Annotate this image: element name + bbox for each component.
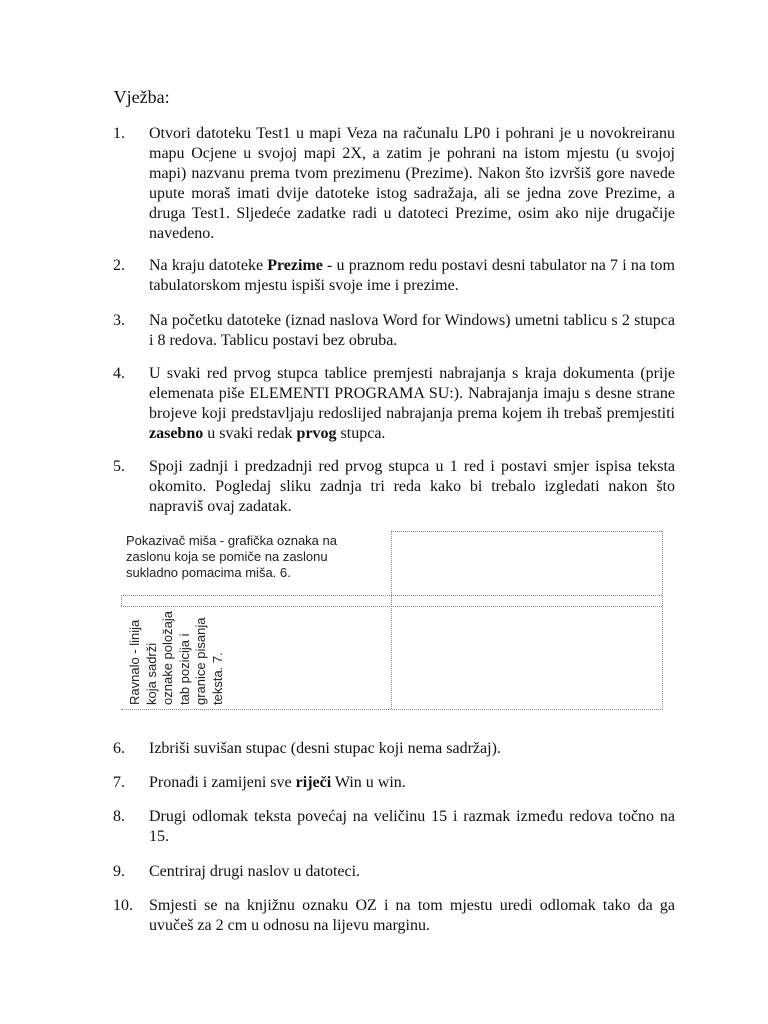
text-run: Izbriši suvišan stupac (desni stupac koji nema sadržaj).: [149, 740, 501, 757]
item-text: [149, 124, 675, 244]
item-number: 10.: [113, 897, 133, 914]
vertical-line: oznake položaja: [160, 611, 175, 705]
text-run: Win u win.: [331, 774, 406, 791]
bold-text: riječi: [295, 774, 332, 791]
text-run: Na kraju datoteke: [149, 257, 268, 274]
vertical-line: Ravnalo - linija: [127, 619, 142, 705]
table-cell-vertical: [127, 609, 239, 705]
example-table-figure: [121, 531, 663, 710]
list-item: [113, 896, 675, 936]
text-run: Spoji zadnji i predzadnji red prvog stupca u 1 red i postavi smjer ispisa teksta okomito. Pogledaj sliku zadnja tri reda kako bi trebalo izgledati nakon što napraviš ovaj zadatak.: [149, 458, 675, 515]
vertical-line: granice pisanja: [193, 617, 208, 705]
item-number: 5.: [113, 458, 125, 475]
bold-text: zasebno: [149, 425, 204, 442]
item-text: [149, 256, 675, 296]
exercise-title: Vježba:: [102, 87, 158, 107]
vertical-line: tab pozicija i: [176, 633, 192, 705]
item-number: 8.: [113, 808, 125, 825]
item-number: 1.: [113, 125, 125, 142]
text-run: Na početku datoteke (iznad naslova Word for Windows) umetni tablicu s 2 stupca i 8 redova. Tablicu postavi bez obruba.: [149, 312, 675, 349]
text-run: stupca.: [336, 425, 386, 442]
list-item: [113, 364, 675, 444]
exercise-heading: [101, 86, 170, 110]
list-item: [113, 773, 675, 793]
vertical-text: [127, 609, 239, 705]
item-text: [149, 896, 675, 936]
item-text: [149, 739, 675, 759]
text-run: Smjesti se na knjižnu oznaku OZ i na tom mjestu uredi odlomak tako da ga uvučeš za 2 cm u odnosu na lijevu marginu.: [149, 897, 675, 934]
list-item: [113, 124, 675, 244]
item-text: [149, 862, 675, 882]
item-number: 7.: [113, 774, 125, 791]
list-item: [113, 311, 675, 351]
text-run: U svaki red prvog stupca tablice premjesti nabrajanja s kraja dokumenta (prije elemenata piše ELEMENTI PROGRAMA SU:). Nabrajanja imaju s desne strane brojeve koji predstavljaju redoslijed nabrajanja prema kojem ih trebaš premjestiti: [149, 365, 675, 422]
text-run: Drugi odlomak teksta povećaj na veličinu 15 i razmak između redova točno na 15.: [149, 808, 675, 845]
vertical-line: koja sadrži: [143, 642, 159, 705]
text-run: - u praznom redu postavi desni tabulator na 7 i na tom tabulatorskom mjestu ispiši svoje ime i prezime.: [149, 257, 675, 294]
item-number: 4.: [113, 365, 125, 382]
item-text: [149, 457, 675, 517]
item-number: 9.: [113, 863, 125, 880]
bold-text: Prezime: [267, 257, 323, 274]
bold-text: prvog: [296, 425, 337, 442]
text-run: Pronađi i zamijeni sve: [149, 774, 296, 791]
item-text: [149, 807, 675, 847]
list-item: [113, 807, 675, 847]
item-number: 3.: [113, 312, 125, 329]
list-item: [113, 457, 675, 517]
item-text: [149, 364, 675, 444]
list-item: [113, 256, 675, 296]
text-run: Otvori datoteku Test1 u mapi Veza na računalu LP0 i pohrani je u novokreiranu mapu Ocjene u svojoj mapi 2X, a zatim je pohrani na istom mjestu (u svojoj mapi) nazvanu prema tvom prezimenu (Prezime). Nakon što izvršiš gore navede upute moraš imati dvije datoteke istog sadražaja, ali se jedna zove Prezime, a druga Test1. Sljedeće zadatke radi u datoteci Prezime, osim ako nije drugačije navedeno.: [149, 125, 675, 242]
list-item: [113, 739, 675, 759]
item-number: 2.: [113, 257, 125, 274]
list-item: [113, 862, 675, 882]
text-run: u svaki redak: [203, 425, 297, 442]
item-text: [149, 311, 675, 351]
item-number: 6.: [113, 740, 125, 757]
bullet-icon: [101, 91, 113, 107]
table-cell-text: Pokazivač miša - grafička oznaka na zaslonu koja se pomiče na zaslonu sukladno pomacima miša. 6.: [126, 533, 337, 580]
text-run: Centriraj drugi naslov u datoteci.: [149, 863, 361, 880]
vertical-line: teksta. 7.: [209, 652, 225, 705]
item-text: [149, 773, 675, 793]
